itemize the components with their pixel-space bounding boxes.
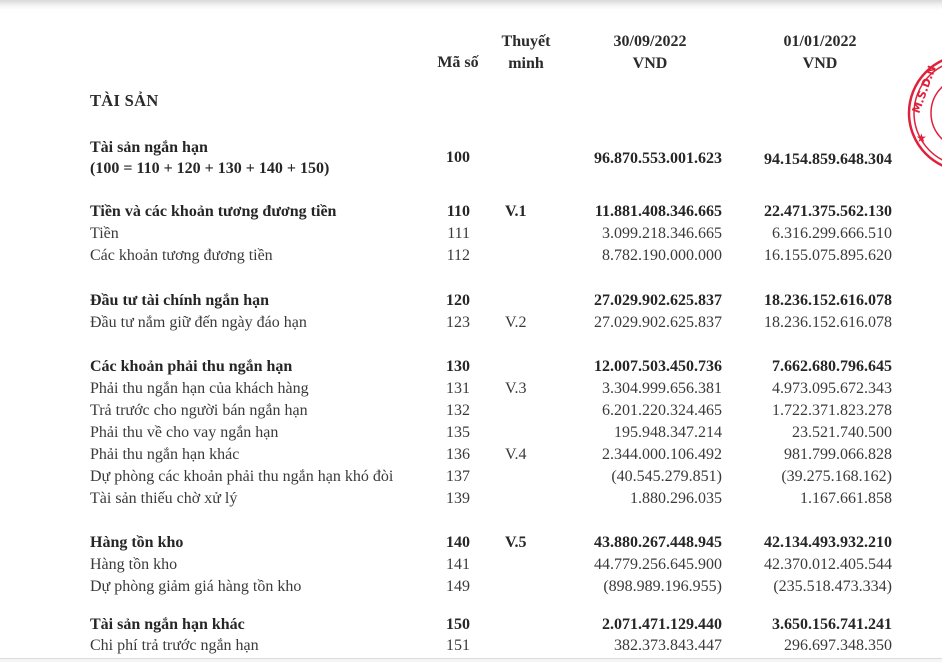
row-value-2022-09: (40.545.279.851) [611, 468, 722, 485]
row-code: 136 [446, 446, 470, 463]
row-note: V.2 [505, 314, 527, 331]
header-note [495, 31, 557, 75]
row-value-2022-09: 2.071.471.129.440 [602, 616, 722, 633]
table-row [0, 554, 942, 576]
total-label-line2: (100 = 110 + 120 + 130 + 140 + 150) [90, 160, 330, 177]
header-col1-date: 30/09/2022 [613, 33, 687, 50]
table-row [0, 245, 942, 267]
row-value-2022-09: 3.099.218.346.665 [602, 225, 722, 242]
row-value-2022-01: 981.799.066.828 [784, 446, 892, 463]
subtotal-row [0, 532, 942, 554]
row-value-2022-01: 22.471.375.562.130 [764, 203, 892, 220]
row-label: Phải thu về cho vay ngắn hạn [90, 424, 279, 441]
total-label-line1: Tài sản ngắn hạn [90, 139, 208, 156]
row-code: 123 [446, 314, 470, 331]
subtotal-row [0, 614, 942, 636]
row-value-2022-01: (39.275.168.162) [781, 468, 892, 485]
row-value-2022-09: 12.007.503.450.736 [594, 358, 722, 375]
row-label: Tiền [90, 225, 119, 242]
row-value-2022-01: 42.370.012.405.544 [764, 556, 892, 573]
row-value-2022-01: 1.722.371.823.278 [772, 402, 892, 419]
header-col2 [750, 31, 890, 75]
row-value-2022-09: 382.373.843.447 [614, 637, 722, 654]
header-code-label: Mã số [437, 54, 479, 71]
row-code: 110 [446, 203, 470, 220]
row-value-2022-01: 4.973.095.672.343 [772, 380, 892, 397]
row-value-2022-01: 6.316.299.666.510 [772, 225, 892, 242]
row-label: Đầu tư tài chính ngắn hạn [90, 292, 269, 309]
row-code: 131 [446, 380, 470, 397]
row-code: 150 [446, 616, 470, 633]
row-value-2022-09: 1.880.296.035 [630, 490, 722, 507]
row-label: Phải thu ngắn hạn của khách hàng [90, 380, 309, 397]
row-value-2022-01: 23.521.740.500 [792, 424, 892, 441]
row-value-2022-01: (235.518.473.334) [773, 578, 892, 595]
table-row [0, 488, 942, 510]
row-label: Tiền và các khoản tương đương tiền [90, 203, 337, 220]
seal-text: M.S.D.N [909, 63, 939, 116]
row-label: Đầu tư nắm giữ đến ngày đáo hạn [90, 314, 307, 331]
row-code: 130 [446, 358, 470, 375]
subtotal-row [0, 201, 942, 223]
window-top-shadow [0, 0, 942, 10]
row-code: 120 [446, 292, 470, 309]
row-value-2022-01: 296.697.348.350 [784, 637, 892, 654]
row-label: Chi phí trả trước ngắn hạn [90, 637, 259, 654]
row-label: Các khoản phải thu ngắn hạn [90, 358, 293, 375]
row-value-2022-09: 2.344.000.106.492 [602, 446, 722, 463]
row-value-2022-01: 42.134.493.932.210 [764, 534, 892, 551]
header-code [428, 52, 488, 74]
header-note-line1: Thuyết [501, 33, 551, 50]
row-value-2022-09: 8.782.190.000.000 [602, 247, 722, 264]
row-label: Tài sản ngắn hạn khác [90, 616, 245, 633]
row-value-2022-09: 27.029.902.625.837 [594, 314, 722, 331]
header-col2-unit: VND [802, 55, 838, 72]
total-row [0, 137, 942, 181]
row-value-2022-09: 27.029.902.625.837 [594, 292, 722, 309]
row-value-2022-01: 7.662.680.796.645 [772, 358, 892, 375]
row-value-2022-01: 3.650.156.741.241 [772, 616, 892, 633]
row-code: 111 [447, 225, 470, 242]
row-value-2022-01: 18.236.152.616.078 [764, 314, 892, 331]
total-value-2022-09: 96.870.553.001.623 [594, 150, 722, 167]
row-code: 140 [446, 534, 470, 551]
row-value-2022-09: 11.881.408.346.665 [594, 203, 722, 220]
row-code: 135 [446, 424, 470, 441]
row-label: Hàng tồn kho [90, 534, 184, 551]
total-value-2022-01: 94.154.859.648.304 [764, 151, 892, 168]
row-code: 149 [446, 578, 470, 595]
table-row [0, 378, 942, 400]
row-label: Tài sản thiếu chờ xử lý [90, 490, 238, 507]
row-code: 132 [446, 402, 470, 419]
table-row [0, 223, 942, 245]
table-row [0, 312, 942, 334]
row-code: 139 [446, 490, 470, 507]
table-row [0, 400, 942, 422]
row-value-2022-09: 3.304.999.656.381 [602, 380, 722, 397]
row-value-2022-01: 18.236.152.616.078 [764, 292, 892, 309]
row-label: Trả trước cho người bán ngắn hạn [90, 402, 308, 419]
row-code: 141 [446, 556, 470, 573]
header-col2-date: 01/01/2022 [783, 33, 857, 50]
table-row [0, 576, 942, 598]
header-col1 [580, 31, 720, 75]
row-value-2022-09: 43.880.267.448.945 [594, 534, 722, 551]
seal-star-icon: ★ [916, 131, 927, 145]
row-value-2022-09: (898.989.196.955) [603, 578, 722, 595]
table-row [0, 635, 942, 657]
table-row [0, 422, 942, 444]
row-value-2022-09: 6.201.220.324.465 [602, 402, 722, 419]
row-note: V.3 [505, 380, 527, 397]
row-label: Hàng tồn kho [90, 556, 178, 573]
row-value-2022-09: 195.948.347.214 [614, 424, 722, 441]
row-note: V.4 [505, 446, 527, 463]
table-row [0, 466, 942, 488]
subtotal-row [0, 356, 942, 378]
row-code: 151 [446, 637, 470, 654]
header-col1-unit: VND [632, 55, 668, 72]
row-label: Các khoản tương đương tiền [90, 247, 273, 264]
row-note: V.5 [505, 534, 527, 551]
row-label: Dự phòng các khoản phải thu ngắn hạn khó đòi [90, 468, 394, 485]
row-label: Phải thu ngắn hạn khác [90, 446, 240, 463]
row-value-2022-09: 44.779.256.645.900 [594, 556, 722, 573]
row-code: 112 [446, 247, 470, 264]
table-row [0, 444, 942, 466]
header-note-line2: minh [508, 55, 544, 72]
viewer-bottom-edge [0, 658, 942, 662]
row-value-2022-01: 16.155.075.895.620 [764, 247, 892, 264]
row-value-2022-01: 1.167.661.858 [800, 490, 892, 507]
row-note: V.1 [505, 203, 527, 220]
total-code: 100 [446, 149, 470, 166]
subtotal-row [0, 290, 942, 312]
row-code: 137 [446, 468, 470, 485]
row-label: Dự phòng giảm giá hàng tồn kho [90, 578, 302, 595]
section-title: TÀI SẢN [90, 91, 159, 110]
